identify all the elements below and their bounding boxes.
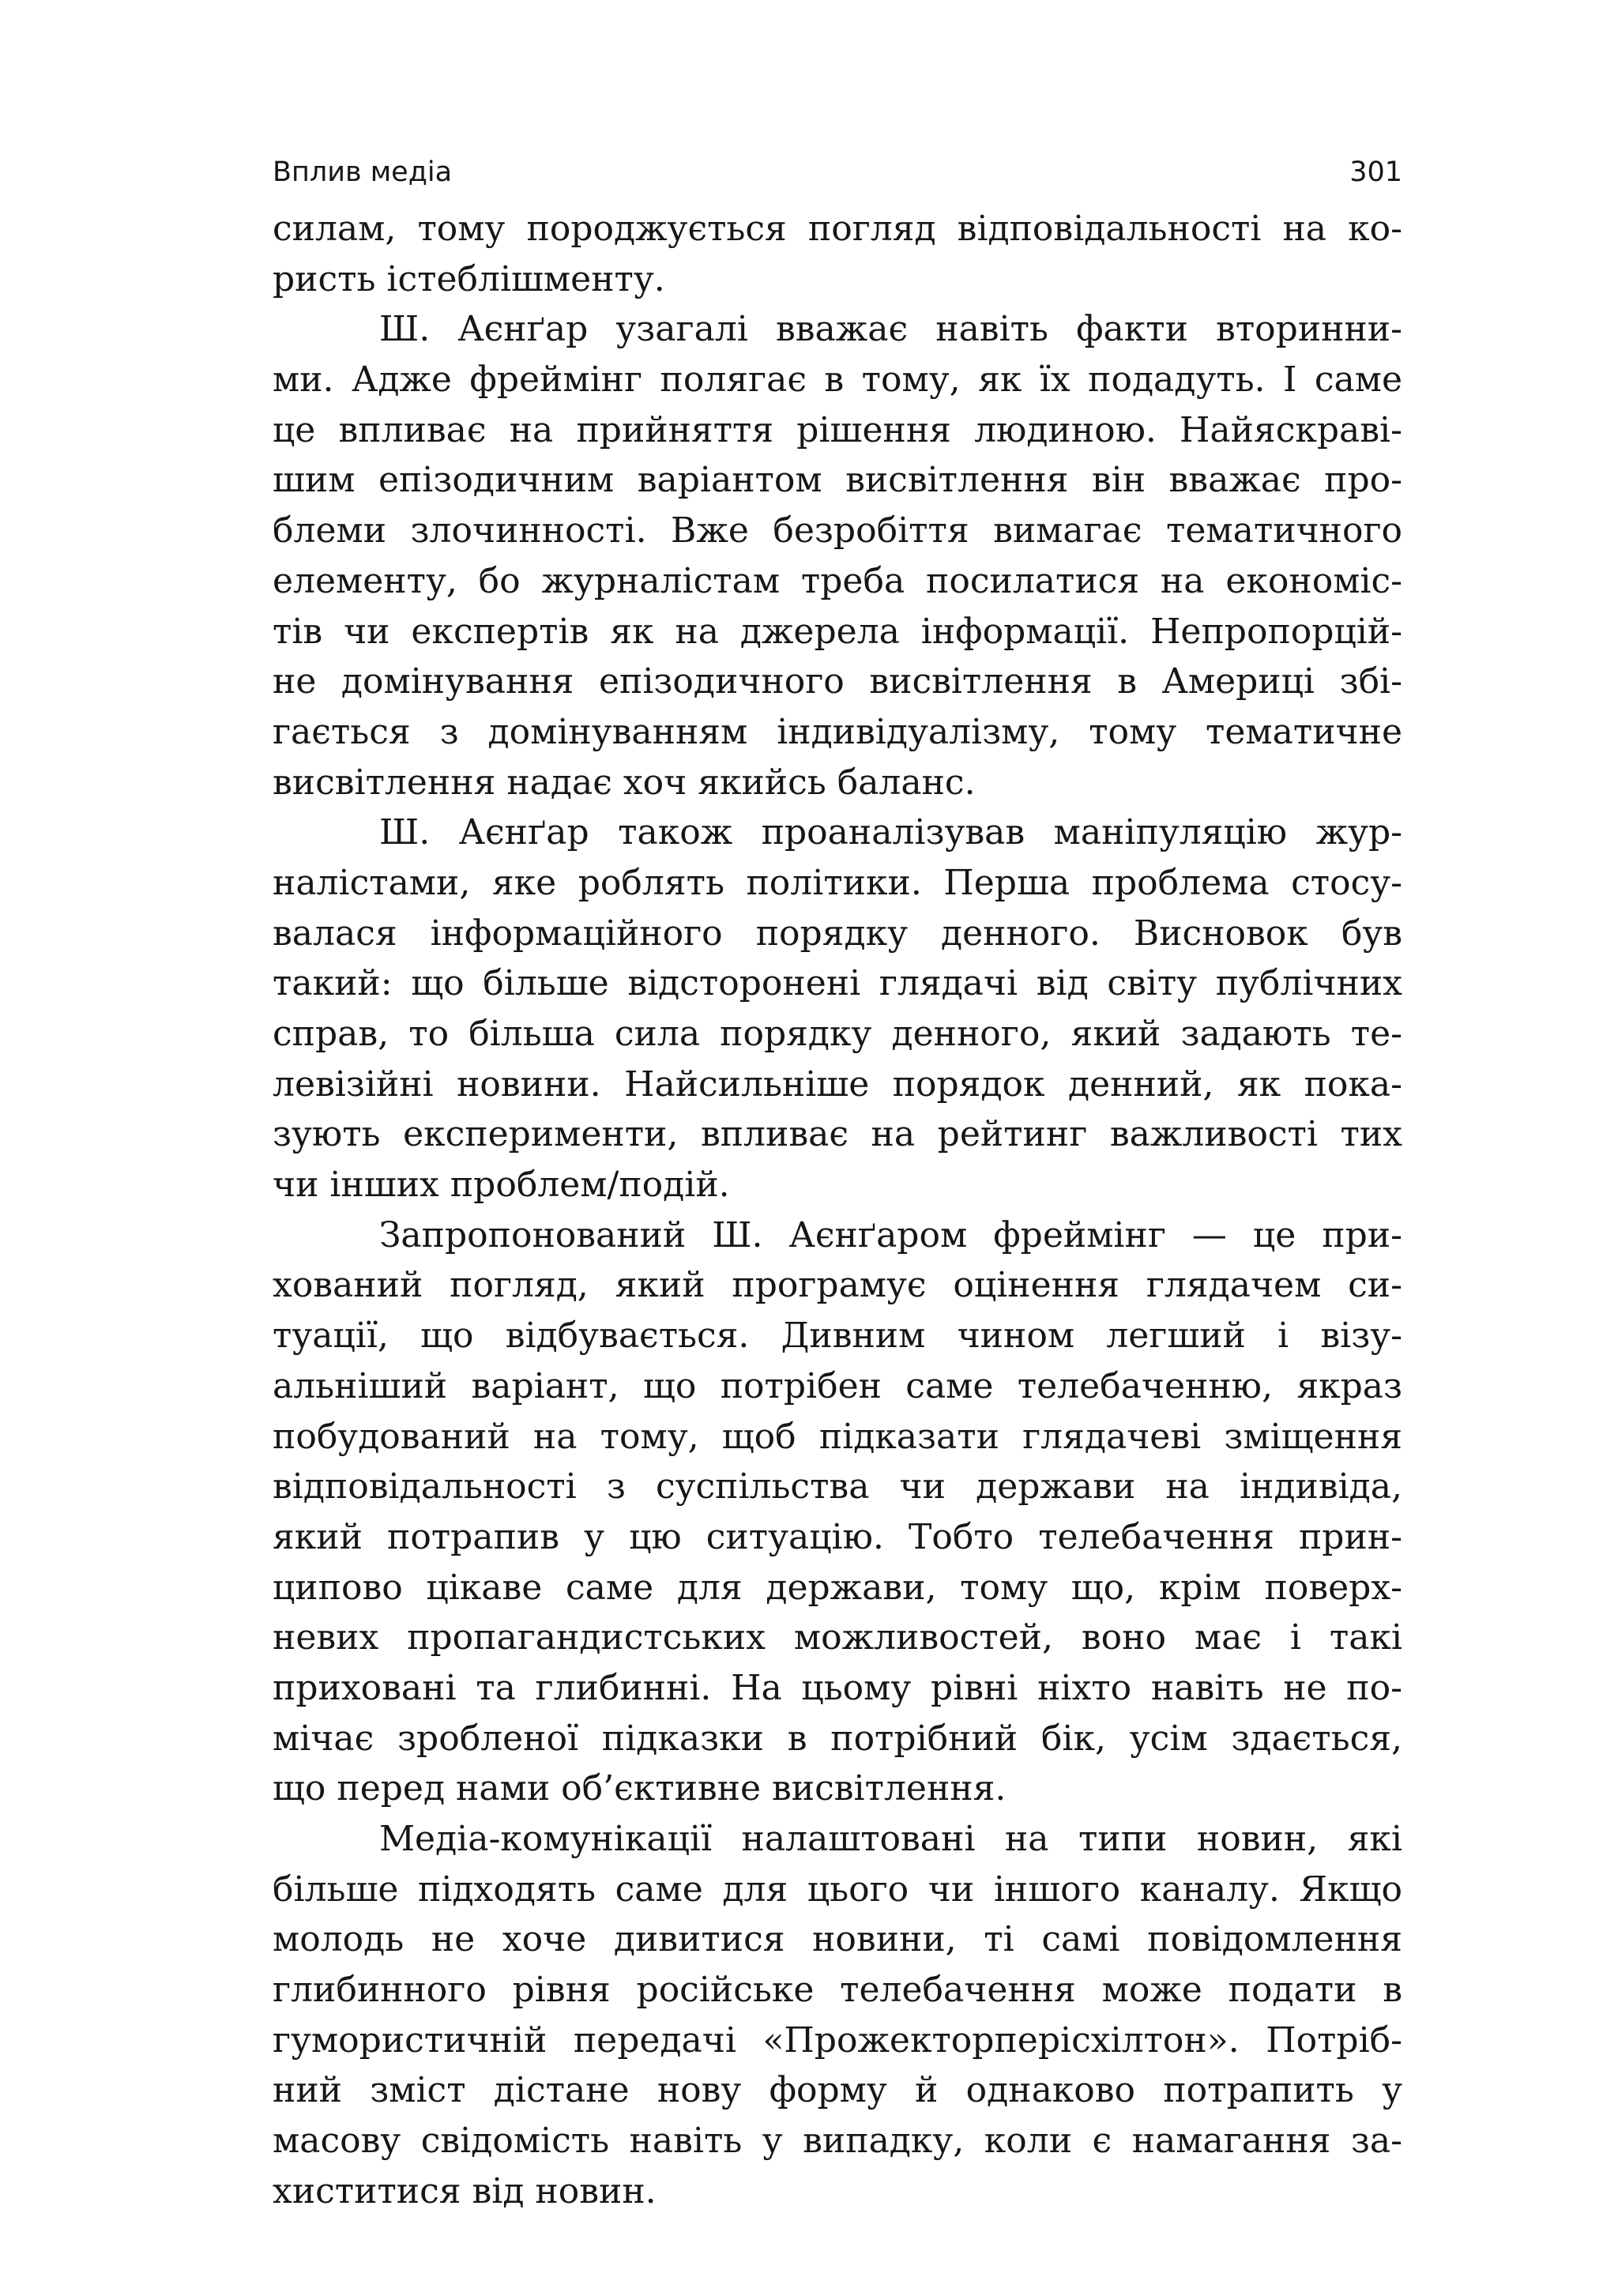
- text-line: такий: що більше відсторонені глядачі від світу публічних: [273, 963, 1402, 1004]
- text-line: який потрапив у цю ситуацію. Тобто телебачення прин-: [273, 1516, 1402, 1557]
- text-line: валася інформаційного порядку денного. Висновок був: [273, 913, 1402, 954]
- text-line: тів чи експертів як на джерела інформації. Непропорцій-: [273, 611, 1402, 652]
- text-line: молодь не хоче дивитися новини, ті самі повідомлення: [273, 1919, 1402, 1960]
- text-line: приховані та глибинні. На цьому рівні ніхто навіть не по-: [273, 1667, 1402, 1708]
- text-line: налістами, яке роблять політики. Перша проблема стосу-: [273, 862, 1402, 903]
- text-line: що перед нами об’єктивне висвітлення.: [273, 1768, 1007, 1809]
- text-line: елементу, бо журналістам треба посилатися на економіс-: [273, 560, 1402, 601]
- text-line: не домінування епізодичного висвітлення в Америці збі-: [273, 661, 1402, 702]
- text-line: блеми злочинності. Вже безробіття вимагає тематичного: [273, 510, 1402, 551]
- text-line: ми. Адже фреймінг полягає в тому, як їх подадуть. І саме: [273, 359, 1402, 401]
- text-line: альніший варіант, що потрібен саме телебаченню, якраз: [273, 1365, 1402, 1406]
- text-line: невих пропагандистських можливостей, воно має і такі: [273, 1617, 1402, 1658]
- running-title: Вплив медіа: [273, 156, 453, 188]
- text-line: гумористичній передачі «Прожекторперісхілтон». Потріб-: [273, 2019, 1402, 2061]
- text-line: Ш. Аєнґар узагалі вважає навіть факти вторинни-: [379, 309, 1402, 350]
- text-line: гається з домінуванням індивідуалізму, тому тематичне: [273, 711, 1402, 752]
- text-line: більше підходять саме для цього чи іншого каналу. Якщо: [273, 1869, 1402, 1910]
- text-line: Ш. Аєнґар також проаналізував маніпуляцію жур-: [379, 812, 1402, 853]
- text-line: хований погляд, який програмує оцінення глядачем си-: [273, 1265, 1402, 1306]
- text-line: відповідальності з суспільства чи держави на індивіда,: [273, 1466, 1402, 1507]
- text-line: Запропонований Ш. Аєнґаром фреймінг — це при-: [379, 1214, 1402, 1255]
- body-text: [273, 204, 1402, 2217]
- text-line: мічає зробленої підказки в потрібний бік, усім здається,: [273, 1718, 1402, 1759]
- text-line: силам, тому породжується погляд відповідальності на ко-: [273, 209, 1402, 249]
- text-line: хиститися від новин.: [273, 2170, 657, 2211]
- text-line: висвітлення надає хоч якийсь баланс.: [273, 762, 976, 803]
- text-line: Медіа-комунікації налаштовані на типи новин, які: [379, 1819, 1402, 1859]
- text-line: глибинного рівня російське телебачення може подати в: [273, 1970, 1402, 2011]
- text-line: левізійні новини. Найсильніше порядок денний, як пока-: [273, 1063, 1402, 1105]
- text-line: ципово цікаве саме для держави, тому що, крім поверх-: [273, 1567, 1402, 1608]
- text-line: це впливає на прийняття рішення людиною. Найяскраві-: [273, 409, 1402, 450]
- text-line: масову свідомість навіть у випадку, коли є намагання за-: [273, 2121, 1402, 2162]
- text-line: туації, що відбувається. Дивним чином легший і візу-: [273, 1315, 1402, 1357]
- text-line: ний зміст дістане нову форму й однаково потрапить у: [273, 2070, 1402, 2111]
- text-line: зують експерименти, впливає на рейтинг важливості тих: [273, 1114, 1402, 1155]
- text-line: справ, то більша сила порядку денного, який задають те-: [273, 1014, 1402, 1054]
- page-number: 301: [1349, 156, 1402, 188]
- text-line: чи інших проблем/подій.: [273, 1165, 730, 1206]
- text-line: шим епізодичним варіантом висвітлення він вважає про-: [273, 460, 1402, 501]
- text-line: побудований на тому, щоб підказати глядачеві зміщення: [273, 1416, 1402, 1457]
- running-head: [273, 150, 1402, 194]
- text-line: ристь істеблішменту.: [273, 258, 665, 299]
